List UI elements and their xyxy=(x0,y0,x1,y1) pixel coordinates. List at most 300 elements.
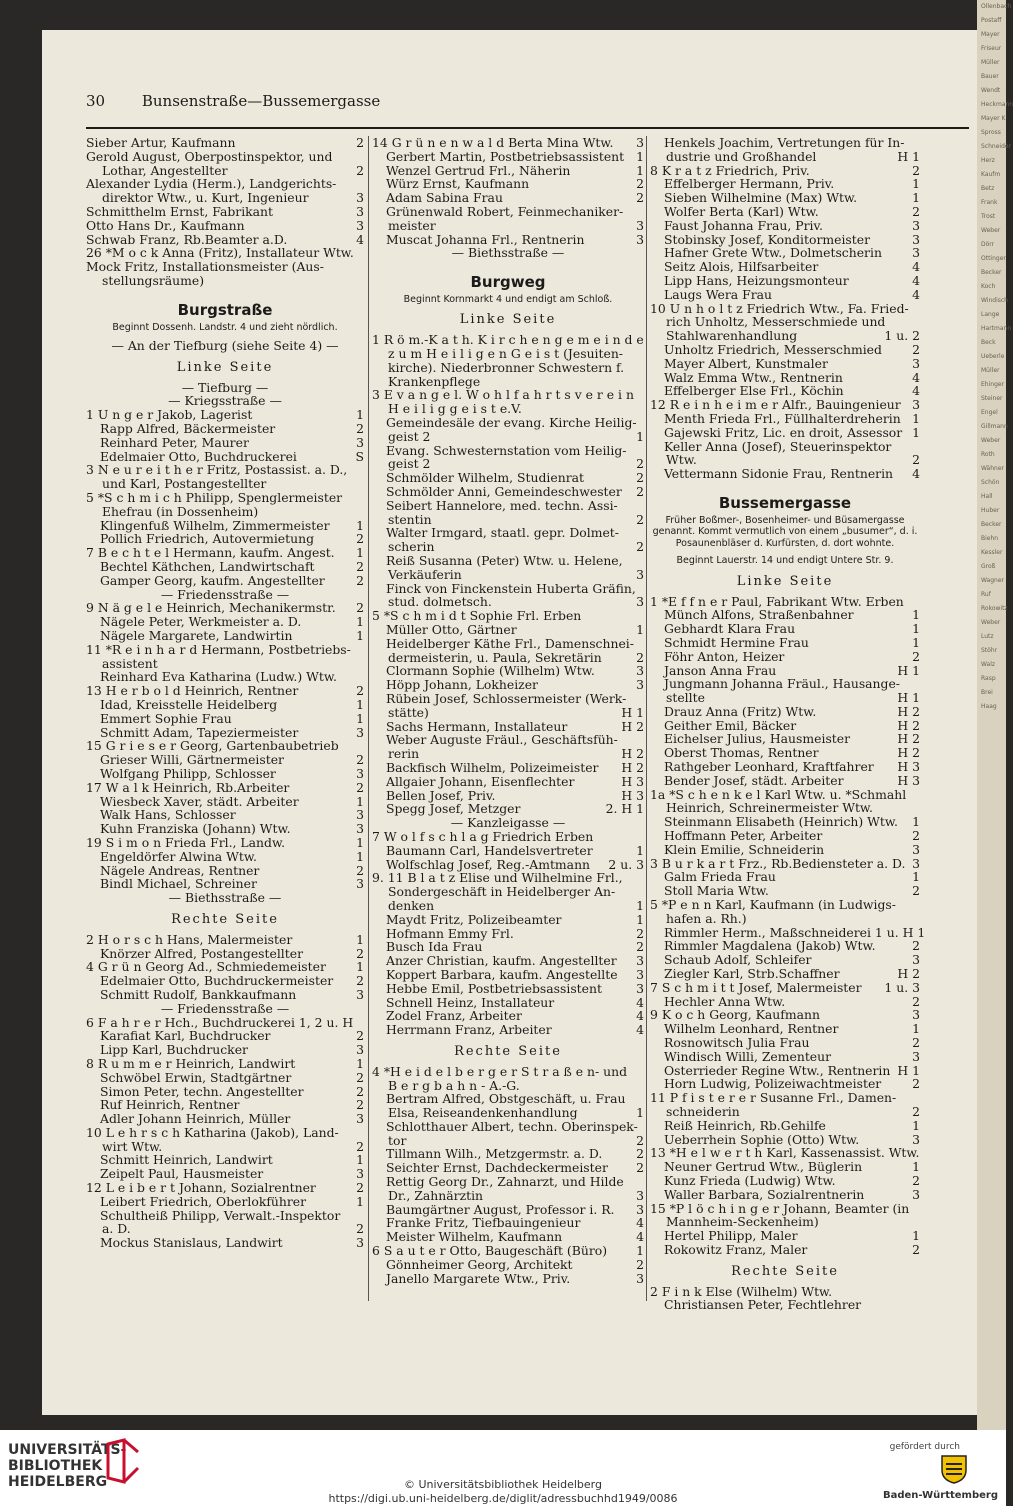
directory-entry xyxy=(86,150,364,164)
entry-name: Gamper Georg, kaufm. Angestellter xyxy=(100,572,325,588)
entry-name: Mannheim-Seckenheim) xyxy=(666,1214,819,1230)
directory-entry xyxy=(650,924,926,940)
directory-entry xyxy=(372,416,644,430)
adjacent-page-fragment: Stöhr xyxy=(981,647,998,654)
entry-name: 15 G r i e s e r Georg, Gartenbaubetrieb xyxy=(86,738,339,754)
directory-entry xyxy=(86,260,364,274)
entry-name: Reinhard Peter, Maurer xyxy=(100,434,249,450)
entry-floor: 2 xyxy=(636,649,644,665)
adjacent-page-fragment: Mayer xyxy=(981,31,1000,38)
entry-floor: 1 xyxy=(356,696,364,712)
entry-floor: 2 xyxy=(636,1132,644,1148)
directory-entry xyxy=(650,774,920,788)
entry-name: Rathgeber Leonhard, Kraftfahrer xyxy=(664,759,874,775)
adjacent-page-fragment: Trost xyxy=(981,213,996,220)
entry-name: a. D. xyxy=(102,1221,131,1237)
entry-floor: 1 xyxy=(356,848,364,864)
entry-name: meister xyxy=(388,217,436,233)
entry-floor: S xyxy=(355,448,364,464)
entry-name: 9. 11 B l a t z Elise und Wilhelmine Frl., xyxy=(372,870,623,886)
directory-entry xyxy=(86,205,364,219)
entry-floor: H 2 xyxy=(897,731,920,747)
entry-name: Rapp Alfred, Bäckermeister xyxy=(100,421,276,437)
entry-name: kirche). Niederbronner Schwestern f. xyxy=(388,359,625,375)
entry-floor xyxy=(640,526,644,540)
entry-floor: 3 xyxy=(636,1270,644,1286)
entry-name: Faust Johanna Frau, Priv. xyxy=(664,217,823,233)
entry-floor: H 1 xyxy=(897,1062,920,1078)
directory-entry xyxy=(372,1216,644,1230)
entry-floor: 1 xyxy=(636,622,644,637)
directory-entry xyxy=(86,795,364,809)
entry-name: Engeldörfer Alwina Wtw. xyxy=(100,848,257,864)
entry-floor: 1 xyxy=(356,545,364,561)
adjacent-page-fragment: Wagner xyxy=(981,577,1004,584)
directory-entry xyxy=(86,1085,364,1099)
entry-floor: H 2 xyxy=(897,745,920,761)
directory-entry xyxy=(650,398,920,412)
adjacent-page-fragment: Lutz xyxy=(981,633,994,640)
entry-name: Rimmler Herm., Maßschneiderei 1 u. H xyxy=(664,924,914,940)
entry-name: Anzer Christian, kaufm. Angestellter xyxy=(386,953,617,969)
entry-name: Gerbert Martin, Postbetriebsassistent xyxy=(386,148,625,164)
adjacent-page-fragment: Koch xyxy=(981,283,996,290)
directory-entry xyxy=(372,802,644,816)
directory-entry xyxy=(372,1023,644,1037)
entry-floor xyxy=(916,302,920,316)
adjacent-page-fragment: Dörr xyxy=(981,241,995,248)
directory-entry xyxy=(372,164,644,178)
directory-entry xyxy=(372,830,644,844)
directory-entry xyxy=(372,582,644,596)
directory-entry xyxy=(372,136,644,150)
adjacent-page-fragment: Schneider xyxy=(981,143,1012,150)
directory-entry xyxy=(650,705,920,719)
entry-name: denken xyxy=(388,897,435,913)
entry-name: Mockus Stanislaus, Landwirt xyxy=(100,1235,283,1251)
entry-name: Baumgärtner August, Professor i. R. xyxy=(386,1201,615,1217)
entry-name: Otto Hans Dr., Kaufmann xyxy=(86,217,245,233)
entry-name: Evang. Schwesternstation vom Heilig- xyxy=(386,442,627,458)
entry-floor: 1 xyxy=(636,897,644,913)
entry-name: Sondergeschäft in Heidelberger An- xyxy=(388,884,616,900)
page-url[interactable]: https://digi.ub.uni-heidelberg.de/diglit/adressbuchhd1949/0086 xyxy=(328,1492,678,1505)
entry-floor xyxy=(360,1016,364,1030)
street-heading: Bussemergasse xyxy=(718,493,852,512)
directory-entry xyxy=(372,692,644,706)
street-note: Beginnt Kornmarkt 4 und endigt am Schloß. xyxy=(403,293,613,305)
directory-entry xyxy=(372,706,644,720)
directory-entry xyxy=(650,719,920,733)
adjacent-page-fragment: Hartmann xyxy=(981,325,1012,332)
entry-name: Sieben Wilhelmine (Max) Wtw. xyxy=(664,190,858,206)
entry-name: 6 S a u t e r Otto, Baugeschäft (Büro) xyxy=(372,1243,608,1259)
entry-floor: 2 xyxy=(636,939,644,955)
adjacent-page-fragment: Rasp xyxy=(981,675,996,682)
entry-name: Waller Barbara, Sozialrentnerin xyxy=(664,1186,865,1202)
entry-floor: 2 xyxy=(912,993,920,1009)
entry-name: stentin xyxy=(388,511,432,527)
directory-entry xyxy=(650,453,920,467)
entry-name: und Karl, Postangestellter xyxy=(102,476,267,492)
adjacent-page-fragment: Betz xyxy=(981,185,995,192)
directory-entry xyxy=(650,233,920,247)
entry-floor: 3 xyxy=(356,765,364,781)
entry-floor: 1 xyxy=(356,628,364,643)
entry-floor: 3 xyxy=(636,980,644,996)
directory-entry xyxy=(650,829,920,843)
entry-floor: H 1 xyxy=(621,704,644,720)
directory-entry xyxy=(650,595,920,609)
directory-entry xyxy=(86,1098,364,1112)
directory-entry xyxy=(372,347,644,361)
entry-floor: 2. H 1 xyxy=(605,801,644,817)
directory-entry xyxy=(650,329,920,343)
entry-floor xyxy=(360,177,364,191)
entry-floor: 3 xyxy=(636,1187,644,1203)
entry-name: Kuhn Franziska (Johann) Wtw. xyxy=(100,821,291,837)
entry-name: Schmitthelm Ernst, Fabrikant xyxy=(86,203,274,219)
entry-floor xyxy=(640,444,644,458)
entry-floor xyxy=(916,801,920,815)
directory-entry xyxy=(86,850,364,864)
entry-floor: 3 xyxy=(636,1201,644,1217)
entry-name: Schlotthauer Albert, techn. Oberinspek- xyxy=(386,1118,638,1134)
entry-floor: 2 xyxy=(356,1221,364,1237)
directory-entry xyxy=(650,1022,920,1036)
entry-name: Elsa, Reiseandenkenhandlung xyxy=(388,1105,578,1121)
entry-name: 8 K r a t z Friedrich, Priv. xyxy=(650,162,810,178)
entry-floor: 3 xyxy=(356,1166,364,1182)
entry-floor: H 3 xyxy=(897,772,920,788)
directory-entry xyxy=(86,670,364,684)
adjacent-page-fragment: Walz xyxy=(981,661,996,668)
entry-name: 3 E v a n g e l. W o h l f a h r t s v e r e i n xyxy=(372,387,634,403)
entry-floor: 3 xyxy=(912,231,920,247)
entry-name: dermeisterin, u. Paula, Sekretärin xyxy=(388,649,602,665)
entry-name: Windisch Willi, Zementeur xyxy=(664,1048,832,1064)
entry-name: 13 *H e l w e r t h Karl, Kassenassist. Wtw. xyxy=(650,1145,920,1161)
entry-name: Bechtel Käthchen, Landwirtschaft xyxy=(100,559,315,575)
entry-floor: 2 xyxy=(356,559,364,575)
entry-name: Schwöbel Erwin, Stadtgärtner xyxy=(100,1069,292,1085)
directory-entry xyxy=(650,1146,920,1160)
directory-entry xyxy=(86,822,364,836)
entry-floor: 2 u. 3 xyxy=(608,856,644,872)
entry-name: Föhr Anton, Heizer xyxy=(664,648,785,664)
entry-name: 11 *R e i n h a r d Hermann, Postbetriebs- xyxy=(86,641,351,657)
directory-entry xyxy=(650,1298,920,1312)
entry-name: Mock Fritz, Installationsmeister (Aus- xyxy=(86,259,324,275)
entry-name: Rübein Josef, Schlossermeister (Werk- xyxy=(386,690,627,706)
entry-floor xyxy=(640,347,644,361)
directory-entry xyxy=(372,982,644,996)
entry-floor xyxy=(640,885,644,899)
directory-entry xyxy=(372,191,644,205)
entry-floor xyxy=(640,582,644,596)
entry-name: Franke Fritz, Tiefbauingenieur xyxy=(386,1215,581,1231)
entry-floor xyxy=(916,136,920,150)
entry-floor xyxy=(360,150,364,164)
directory-entry xyxy=(86,422,364,436)
entry-name: Walz Emma Wtw., Rentnerin xyxy=(664,369,843,385)
entry-floor: 2 xyxy=(912,452,920,468)
entry-floor: 3 xyxy=(356,434,364,450)
entry-floor xyxy=(916,1091,920,1105)
entry-floor: 2 xyxy=(636,1256,644,1272)
entry-name: Grieser Willi, Gärtnermeister xyxy=(100,752,284,768)
entry-floor: 2 xyxy=(356,572,364,588)
entry-floor: 4 xyxy=(912,383,920,399)
entry-floor: 2 xyxy=(912,203,920,219)
directory-entry xyxy=(372,1244,644,1258)
adjacent-page-fragment: Huber xyxy=(981,507,1000,514)
entry-floor: 4 xyxy=(636,1008,644,1024)
adjacent-page-fragment: Ueberle xyxy=(981,353,1005,360)
street-note: Beginnt Dossenh. Landstr. 4 und zieht nördlich. xyxy=(112,321,338,333)
directory-entry xyxy=(650,205,920,219)
entry-name: Nägele Andreas, Rentner xyxy=(100,862,260,878)
entry-floor: 1 xyxy=(356,793,364,809)
directory-entry xyxy=(372,733,644,747)
column-right xyxy=(650,135,926,1313)
entry-floor: 3 xyxy=(912,1007,920,1023)
entry-name: Baumann Carl, Handelsvertreter xyxy=(386,842,593,858)
entry-floor: 1 xyxy=(636,842,644,858)
entry-floor: 2 xyxy=(912,1104,920,1119)
entry-name: Stoll Maria Wtw. xyxy=(664,883,769,899)
entry-floor: 3 xyxy=(636,231,644,247)
entry-floor: 4 xyxy=(912,259,920,275)
adjacent-page-fragment: Wähner xyxy=(981,465,1004,472)
entry-floor: 2 xyxy=(356,162,364,178)
entry-name: Schmölder Anni, Gemeindeschwester xyxy=(386,484,622,500)
entry-name: 12 R e i n h e i m e r Alfr., Bauingenieur xyxy=(650,397,901,413)
entry-name: Bindl Michael, Schreiner xyxy=(100,876,257,892)
entry-name: rerin xyxy=(388,746,420,762)
adjacent-page-fragment: Frank xyxy=(981,199,998,206)
entry-name: 10 U n h o l t z Friedrich Wtw., Fa. Fried- xyxy=(650,300,909,316)
directory-entry xyxy=(650,1105,920,1119)
directory-entry xyxy=(650,191,920,205)
entry-floor: 3 xyxy=(912,855,920,871)
entry-name: Steinmann Elisabeth (Heinrich) Wtw. xyxy=(664,814,898,830)
entry-name: 2 H o r s c h Hans, Malermeister xyxy=(86,931,293,947)
entry-floor xyxy=(360,246,364,260)
column-divider xyxy=(646,136,647,1301)
entry-floor: H 1 xyxy=(897,148,920,164)
entry-floor xyxy=(360,463,364,477)
side-label: Rechte Seite xyxy=(731,1263,839,1279)
entry-name: B e r g b a h n - A.-G. xyxy=(388,1077,520,1093)
directory-entry xyxy=(372,485,644,499)
adjacent-page-fragment: Kessler xyxy=(981,549,1003,556)
entry-name: Karafiat Karl, Buchdrucker xyxy=(100,1028,271,1044)
running-header xyxy=(86,92,380,110)
entry-name: 12 L e i b e r t Johann, Sozialrentner xyxy=(86,1180,316,1196)
directory-entry xyxy=(86,739,364,753)
entry-floor: 2 xyxy=(356,135,364,150)
entry-floor xyxy=(360,505,364,519)
entry-floor: 3 xyxy=(636,966,644,982)
entry-name: Stahlwarenhandlung xyxy=(666,328,798,344)
directory-entry xyxy=(372,871,644,885)
entry-name: Walk Hans, Schlosser xyxy=(100,807,236,823)
entry-floor: 2 xyxy=(356,1083,364,1099)
directory-entry xyxy=(372,1120,644,1134)
entry-name: Kunz Frieda (Ludwig) Wtw. xyxy=(664,1172,836,1188)
directory-entry xyxy=(86,864,364,878)
street-note: Früher Boßmer-, Bosenheimer- und Büsamergasse genannt. Kommt vermutlich von einem „busumer“, d. i. Posaunenbläser d. Kurfürsten, d. dort wohnte. xyxy=(652,514,918,549)
entry-floor: 3 xyxy=(912,1048,920,1064)
entry-floor: 2 xyxy=(636,190,644,206)
entry-floor: 3 xyxy=(356,1235,364,1251)
entry-name: Lipp Karl, Buchdrucker xyxy=(100,1042,248,1058)
directory-entry xyxy=(650,898,920,912)
entry-floor xyxy=(916,677,920,691)
directory-entry xyxy=(650,939,920,953)
entry-name: Mayer Albert, Kunstmaler xyxy=(664,355,828,371)
entry-name: 26 *M o c k Anna (Fritz), Installateur Wtw. xyxy=(86,245,354,261)
entry-name: Gebhardt Klara Frau xyxy=(664,621,796,637)
entry-name: dustrie und Großhandel xyxy=(666,148,817,164)
directory-entry xyxy=(650,608,920,622)
entry-name: Bertram Alfred, Obstgeschäft, u. Frau xyxy=(386,1091,626,1107)
entry-floor: 3 xyxy=(356,1042,364,1058)
entry-floor: 4 xyxy=(912,272,920,288)
entry-floor: 3 xyxy=(636,217,644,233)
directory-entry xyxy=(650,815,920,829)
directory-entry xyxy=(86,767,364,781)
directory-entry xyxy=(650,412,920,426)
entry-floor xyxy=(640,402,644,416)
directory-entry xyxy=(372,844,644,858)
adjacent-page-fragment: Weber xyxy=(981,227,1001,234)
entry-floor: 3 xyxy=(912,217,920,233)
entry-floor: H 1 xyxy=(897,690,920,706)
directory-entry xyxy=(86,233,364,247)
entry-floor: 1 xyxy=(912,869,920,885)
directory-entry xyxy=(372,1175,644,1189)
directory-entry xyxy=(86,1126,364,1140)
entry-floor xyxy=(640,1120,644,1134)
entry-floor: 2 xyxy=(356,779,364,795)
entry-floor: 2 xyxy=(356,752,364,768)
directory-entry xyxy=(650,219,920,233)
directory-entry xyxy=(86,877,364,891)
cross-street: — An der Tiefburg (siehe Seite 4) — xyxy=(111,338,339,354)
entry-name: Rokowitz Franz, Maler xyxy=(664,1241,808,1257)
directory-entry xyxy=(650,981,920,995)
entry-name: 7 S c h m i t t Josef, Malermeister xyxy=(650,979,862,995)
side-label: Linke Seite xyxy=(736,573,834,589)
entry-name: Seibert Hannelore, med. techn. Assi- xyxy=(386,497,618,513)
entry-floor xyxy=(360,491,364,505)
entry-name: Simon Peter, techn. Angestellter xyxy=(100,1083,304,1099)
entry-floor: 2 xyxy=(636,470,644,486)
entry-name: Rimmler Magdalena (Jakob) Wtw. xyxy=(664,938,876,954)
directory-entry xyxy=(372,968,644,982)
entry-name: 5 *S c h m i c h Philipp, Spenglermeister xyxy=(86,490,343,506)
entry-floor: 1 xyxy=(636,162,644,178)
directory-entry xyxy=(372,1147,644,1161)
cross-street: — Biethsstraße — xyxy=(168,890,282,906)
directory-entry xyxy=(372,678,644,692)
entry-name: Geither Emil, Bäcker xyxy=(664,717,797,733)
directory-entry xyxy=(86,246,364,260)
entry-floor: 2 xyxy=(912,1241,920,1257)
directory-entry xyxy=(372,1079,644,1093)
directory-entry xyxy=(86,684,364,698)
entry-floor: 3 xyxy=(912,952,920,968)
adjacent-page-fragment: Mayer K xyxy=(981,115,1006,122)
entry-floor: 1 xyxy=(636,1105,644,1121)
adjacent-page-fragment: Rokowitz xyxy=(981,605,1008,612)
entry-name: Rettig Georg Dr., Zahnarzt, und Hilde xyxy=(386,1174,624,1190)
entry-floor: 3 xyxy=(912,1131,920,1147)
entry-name: Bellen Josef, Priv. xyxy=(386,787,496,803)
entry-name: Schmitt Heinrich, Landwirt xyxy=(100,1152,273,1168)
adjacent-page-fragment: Haag xyxy=(981,703,997,710)
directory-entry xyxy=(86,988,364,1002)
directory-entry xyxy=(372,177,644,191)
entry-name: Ehefrau (in Dossenheim) xyxy=(102,503,259,519)
entry-name: Backfisch Wilhelm, Polizeimeister xyxy=(386,759,599,775)
entry-name: 7 B e c h t e l Hermann, kaufm. Angest. xyxy=(86,545,335,561)
entry-floor xyxy=(640,871,644,885)
entry-name: Adam Sabina Frau xyxy=(386,190,503,206)
entry-floor xyxy=(640,1092,644,1106)
entry-floor: H 2 xyxy=(897,717,920,733)
entry-name: Vettermann Sidonie Frau, Rentnerin xyxy=(664,466,894,482)
entry-floor xyxy=(916,1202,920,1216)
directory-entry xyxy=(372,720,644,734)
entry-floor: 1 xyxy=(636,911,644,927)
cross-street: — Kanzleigasse — xyxy=(450,815,566,831)
entry-name: Schmidt Hermine Frau xyxy=(664,634,809,650)
directory-entry xyxy=(86,1153,364,1167)
directory-page xyxy=(42,30,977,1415)
directory-entry xyxy=(650,884,920,898)
entry-floor: 2 xyxy=(636,1146,644,1162)
entry-name: 3 N e u r e i t h e r Fritz, Postassist. a. D., xyxy=(86,462,348,478)
entry-floor xyxy=(360,657,364,671)
directory-entry xyxy=(86,698,364,712)
entry-name: Horn Ludwig, Polizeiwachtmeister xyxy=(664,1076,882,1092)
directory-entry xyxy=(650,426,920,440)
entry-name: Seitz Alois, Hilfsarbeiter xyxy=(664,259,819,275)
directory-entry xyxy=(372,609,644,623)
entry-name: Schnell Heinz, Installateur xyxy=(386,994,555,1010)
entry-floor: 2 xyxy=(356,945,364,961)
entry-name: Drauz Anna (Fritz) Wtw. xyxy=(664,703,817,719)
adjacent-page-fragment: Becker xyxy=(981,269,1002,276)
entry-name: 6 F a h r e r Hch., Buchdruckerei 1, 2 u. H xyxy=(86,1014,354,1030)
entry-floor: 3 xyxy=(912,1186,920,1202)
entry-floor: 3 xyxy=(912,355,920,371)
entry-name: Hebbe Emil, Postbetriebsassistent xyxy=(386,980,602,996)
entry-floor xyxy=(640,1175,644,1189)
directory-entry xyxy=(86,191,364,205)
entry-floor xyxy=(640,388,644,402)
logo-line: HEIDELBERG xyxy=(8,1474,108,1490)
directory-entry xyxy=(86,1181,364,1195)
entry-name: Henkels Joachim, Vertretungen für In- xyxy=(664,135,905,150)
adjacent-page-fragment: Biehn xyxy=(981,535,999,542)
entry-name: Laugs Wera Frau xyxy=(664,286,773,302)
entry-floor xyxy=(916,1215,920,1229)
adjacent-page-fragment: Windisch xyxy=(981,297,1008,304)
